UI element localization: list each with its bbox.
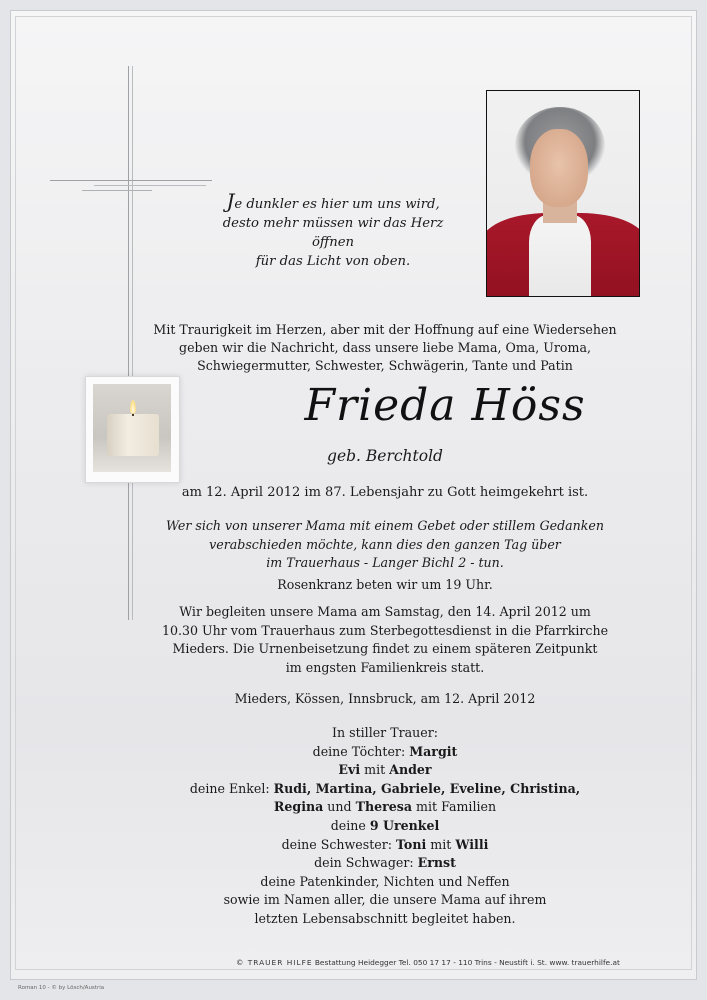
footer-credits <box>236 958 656 967</box>
with-word: mit <box>360 762 390 778</box>
grandchildren-label: deine Enkel: <box>189 780 274 796</box>
funeral-line-3: Mieders. Die Urnenbeisetzung findet zu einem späteren Zeitpunkt <box>172 641 598 656</box>
mourners-grandchildren <box>130 780 640 799</box>
daughter-name-2: Evi <box>338 762 361 778</box>
cross-vertical-line <box>128 66 129 620</box>
partner-name: Ander <box>389 762 432 778</box>
sister-name: Toni <box>396 836 427 852</box>
intro-line-2: geben wir die Nachricht, dass unsere liebe Mama, Oma, Uroma, <box>179 340 591 355</box>
funeral-line-2: 10.30 Uhr vom Trauerhaus zum Sterbegottesdienst in die Pfarrkirche <box>161 622 609 638</box>
funeral-info <box>130 603 640 677</box>
mourners-godchildren: deine Patenkinder, Nichten und Neffen <box>260 873 510 889</box>
mourners-closing-1: sowie im Namen aller, die unsere Mama auf ihrem <box>223 892 547 908</box>
intro-line-3: Schwiegermutter, Schwester, Schwägerin, Tante und Patin <box>197 358 573 373</box>
mourners-brother-in-law <box>130 854 640 873</box>
footer-brand: © TRAUER HILFE <box>236 958 313 967</box>
sister-label: deine Schwester: <box>281 836 396 852</box>
cross-accent-line <box>82 190 152 191</box>
memorial-quote <box>210 189 456 271</box>
rosary-info: Rosenkranz beten wir um 19 Uhr. <box>277 577 493 592</box>
mourners-daughter-2 <box>130 761 640 780</box>
mourners-daughters <box>130 743 640 762</box>
footer-details: Bestattung Heidegger Tel. 050 17 17 - 110 Trins - Neustift i. St. www. trauerhilfe.at <box>314 958 620 967</box>
birth-name: geb. Berchtold <box>327 447 443 465</box>
quote-line-1-text: e dunkler es hier um uns wird, <box>234 197 440 212</box>
quote-line-2: desto mehr müssen wir das Herz öffnen <box>222 216 444 250</box>
mourners-heading: In stiller Trauer: <box>332 725 438 740</box>
quote-initial: J <box>226 189 235 213</box>
flame-icon <box>130 400 136 414</box>
quote-line-1 <box>210 189 456 214</box>
visit-line-3: im Trauerhaus - Langer Bichl 2 - tun. <box>266 555 504 570</box>
visitation-info <box>130 517 640 573</box>
portrait-photo <box>486 90 640 297</box>
visit-line-2: verabschieden möchte, kann dies den ganzen Tag über <box>209 536 561 552</box>
with-families-text: mit Familien <box>412 799 497 815</box>
daughters-label: deine Töchter: <box>312 743 410 759</box>
great-prefix: deine <box>330 817 370 833</box>
grandchild-name-2: Theresa <box>355 799 413 815</box>
mourners-great-grandchildren <box>130 817 640 836</box>
brother-in-law-name: Ernst <box>417 855 456 871</box>
daughter-name: Margit <box>409 743 458 759</box>
mourners-sister <box>130 836 640 855</box>
mourners-grandchildren-2 <box>130 798 640 817</box>
great-grandchildren: 9 Urenkel <box>369 817 440 833</box>
visit-line-1: Wer sich von unserer Mama mit einem Gebet oder stillem Gedanken <box>166 518 604 533</box>
place-and-date: Mieders, Kössen, Innsbruck, am 12. April 2012 <box>234 691 536 706</box>
imprint-note: Roman 10 - © by Lösch/Austria <box>18 985 105 991</box>
mourners-list <box>130 724 640 929</box>
funeral-line-1: Wir begleiten unsere Mama am Samstag, den 14. April 2012 um <box>179 604 591 619</box>
portrait-blouse <box>529 215 591 297</box>
cross-horizontal-line-secondary <box>94 185 206 186</box>
grandchildren-names: Rudi, Martina, Gabriele, Eveline, Christina, <box>273 780 581 796</box>
funeral-line-4: im engsten Familienkreis statt. <box>285 659 485 675</box>
intro-line-1: Mit Traurigkeit im Herzen, aber mit der Hoffnung auf eine Wiedersehen <box>153 322 617 337</box>
grandchild-name: Regina <box>273 799 324 815</box>
announcement-intro <box>130 321 640 375</box>
portrait-face <box>530 129 588 207</box>
death-notice: am 12. April 2012 im 87. Lebensjahr zu Gott heimgekehrt ist. <box>181 485 589 500</box>
and-word: und <box>323 799 356 815</box>
sister-partner-name: Willi <box>455 836 489 852</box>
with-word-2: mit <box>426 836 456 852</box>
cross-horizontal-line <box>50 180 212 181</box>
deceased-name: Frieda Höss <box>304 380 586 431</box>
quote-line-3: für das Licht von oben. <box>255 254 411 269</box>
mourners-closing-2: letzten Lebensabschnitt begleitet haben. <box>254 910 516 926</box>
brother-in-law-label: dein Schwager: <box>314 855 418 871</box>
